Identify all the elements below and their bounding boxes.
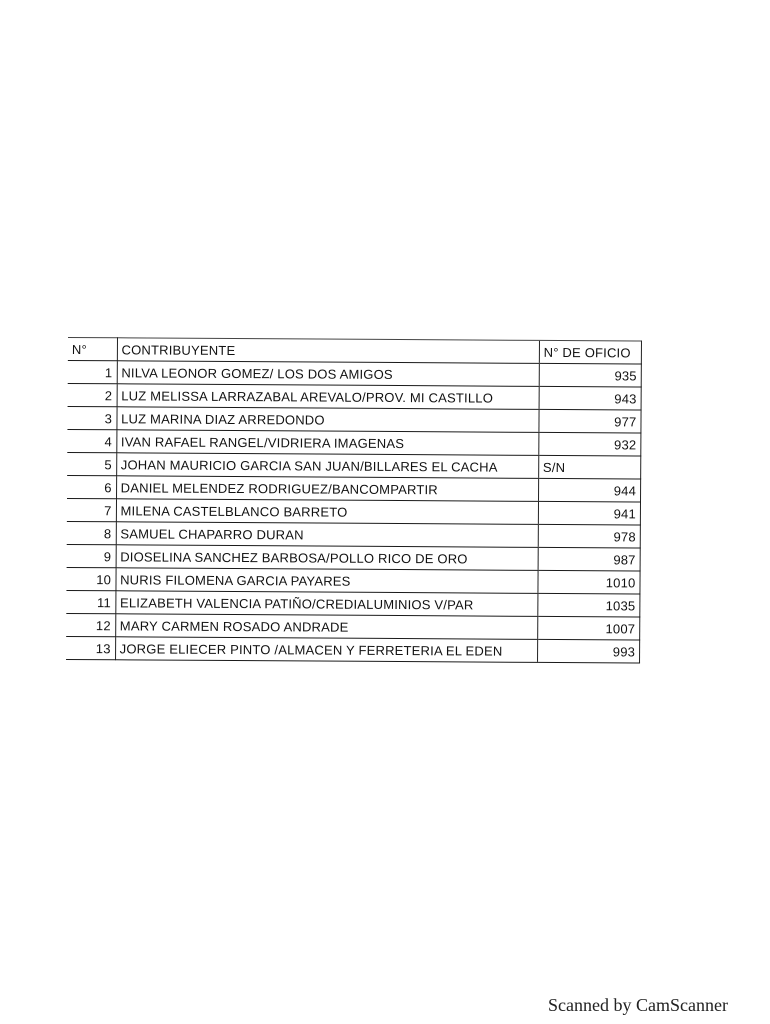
row-oficio: 943	[539, 386, 641, 410]
table-row	[67, 544, 641, 571]
table-row	[67, 429, 641, 456]
header-contribuyente: CONTRIBUYENTE	[117, 338, 539, 364]
row-contribuyente: NILVA LEONOR GOMEZ/ LOS DOS AMIGOS	[117, 361, 539, 387]
scanner-watermark: Scanned by CamScanner	[548, 995, 728, 1015]
row-oficio: 941	[538, 501, 640, 525]
row-contribuyente: MILENA CASTELBLANCO BARRETO	[116, 499, 538, 525]
row-number: 13	[66, 636, 115, 659]
row-oficio: 978	[538, 524, 640, 548]
row-oficio: 1035	[538, 593, 640, 617]
row-contribuyente: JORGE ELIECER PINTO /ALMACEN Y FERRETERIA EL EDEN	[115, 637, 537, 663]
row-oficio: 932	[539, 432, 641, 456]
row-number: 2	[68, 383, 117, 406]
row-contribuyente: LUZ MELISSA LARRAZABAL AREVALO/PROV. MI CASTILLO	[117, 384, 539, 410]
table-row	[67, 475, 641, 502]
table-row	[68, 360, 642, 387]
table-row	[66, 567, 640, 594]
row-contribuyente: NURIS FILOMENA GARCIA PAYARES	[116, 568, 538, 594]
contribuyentes-table	[66, 337, 642, 664]
table-body	[66, 360, 641, 662]
row-oficio: 993	[537, 639, 639, 663]
table-row	[67, 406, 641, 433]
row-number: 12	[66, 613, 115, 636]
row-oficio: 1007	[537, 616, 639, 640]
header-num: N°	[68, 338, 117, 361]
table-row	[66, 613, 640, 640]
row-number: 3	[67, 406, 116, 429]
table-row	[67, 521, 641, 548]
row-number: 9	[67, 544, 116, 567]
row-number: 10	[66, 567, 115, 590]
row-number: 5	[67, 452, 116, 475]
row-contribuyente: ELIZABETH VALENCIA PATIÑO/CREDIALUMINIOS V/PAR	[115, 591, 537, 617]
row-oficio: 977	[539, 409, 641, 433]
table-row	[66, 590, 640, 617]
row-oficio: 1010	[538, 570, 640, 594]
row-contribuyente: DIOSELINA SANCHEZ BARBOSA/POLLO RICO DE ORO	[116, 545, 538, 571]
row-oficio: 935	[539, 363, 641, 387]
header-oficio: N° DE OFICIO	[539, 340, 641, 364]
row-oficio: 944	[538, 478, 640, 502]
row-contribuyente: SAMUEL CHAPARRO DURAN	[116, 522, 538, 548]
row-oficio: 987	[538, 547, 640, 571]
table-row	[66, 636, 640, 663]
table-row	[67, 498, 641, 525]
row-oficio: S/N	[538, 455, 640, 479]
row-contribuyente: IVAN RAFAEL RANGEL/VIDRIERA IMAGENAS	[116, 430, 538, 456]
row-number: 1	[68, 360, 117, 383]
table-header-row	[68, 338, 642, 365]
row-number: 11	[66, 590, 115, 613]
row-contribuyente: DANIEL MELENDEZ RODRIGUEZ/BANCOMPARTIR	[116, 476, 538, 502]
row-number: 8	[67, 521, 116, 544]
row-contribuyente: MARY CARMEN ROSADO ANDRADE	[115, 614, 537, 640]
table-row	[68, 383, 642, 410]
row-number: 4	[67, 429, 116, 452]
table-row	[67, 452, 641, 479]
row-contribuyente: JOHAN MAURICIO GARCIA SAN JUAN/BILLARES EL CACHA	[116, 453, 538, 479]
row-number: 6	[67, 475, 116, 498]
row-number: 7	[67, 498, 116, 521]
row-contribuyente: LUZ MARINA DIAZ ARREDONDO	[117, 407, 539, 433]
